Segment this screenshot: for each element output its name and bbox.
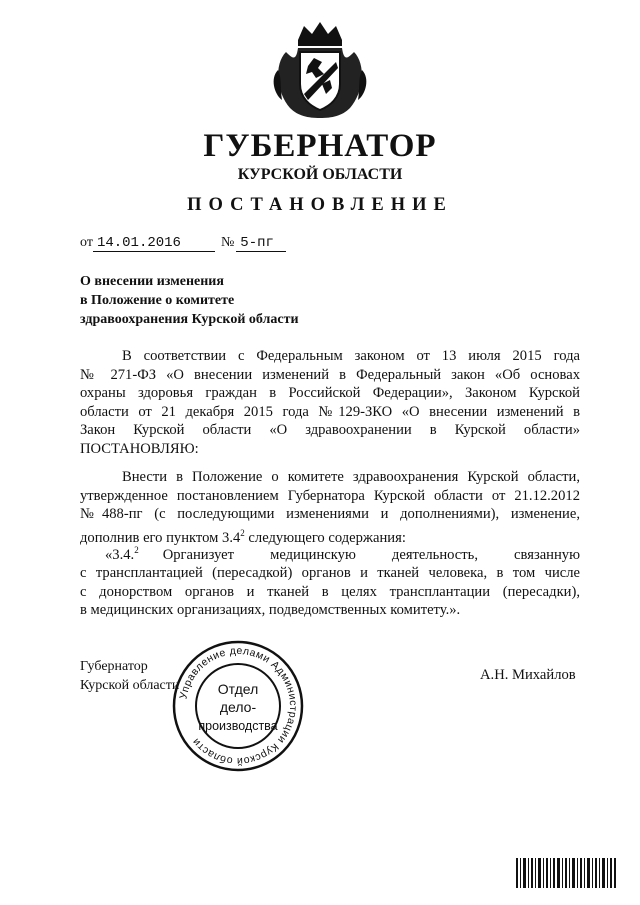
stamp-center-line: дело- <box>219 699 257 715</box>
signer-position-line: Курской области <box>80 678 180 693</box>
subject-line: здравоохранения Курской области <box>80 312 299 327</box>
quote-label: «3.4. <box>105 546 135 563</box>
body-line: Внести в Положение о комитете здравоохранения Курской области, <box>122 469 580 485</box>
preamble-line: В соответствии с Федеральным законом от 13 июля 2015 года <box>122 348 580 364</box>
stamp-center-line: Отдел <box>217 681 259 697</box>
office-stamp <box>168 636 308 776</box>
quote-line: в медицинских организациях, подведомственных комитету.». <box>80 602 461 619</box>
preamble-line: охраны здоровья граждан в Российской Федерации», Законом Курской <box>80 385 580 401</box>
subject-line: в Положение о комитете <box>80 293 235 308</box>
document-number: 5-пг <box>236 236 286 252</box>
body-paragraph <box>80 468 580 547</box>
preamble-line: № 271-ФЗ «О внесении изменений в Федеральный закон «Об основах <box>80 366 580 383</box>
signer-position-line: Губернатор <box>80 659 148 674</box>
signer-position <box>80 657 179 695</box>
date-prefix: от <box>80 235 93 250</box>
barcode-icon <box>516 858 616 888</box>
preamble-line: ПОСТАНОВЛЯЮ: <box>80 440 199 457</box>
quote-label-superscript: 2 <box>134 545 139 555</box>
document-type: ПОСТАНОВЛЕНИЕ <box>187 195 453 215</box>
preamble-line: области от 21 декабря 2015 года №129-ЗКО «О внесении изменений в <box>80 403 580 420</box>
preamble-line: Закон Курской области «О здравоохранении в Курской области» <box>80 422 580 438</box>
issuer-region: КУРСКОЙ ОБЛАСТИ <box>237 166 403 183</box>
preamble-paragraph <box>80 347 580 458</box>
subject-line: О внесении изменения <box>80 274 224 289</box>
document-subject <box>80 272 410 329</box>
signer-name: А.Н. Михайлов <box>480 667 576 683</box>
quote-first-line <box>80 541 580 564</box>
body-line-text: дополнив его пунктом 3.4 <box>80 529 241 546</box>
number-prefix: № <box>220 235 235 250</box>
document-date: 14.01.2016 <box>93 236 215 252</box>
quote-line: с трансплантацией (пересадкой) органов и тканей человека, в том числе <box>80 565 580 582</box>
body-line-text-end: следующего содержания: <box>244 529 406 546</box>
quote-line: с донорством органов и тканей в целях трансплантации (пересадки), <box>80 583 580 600</box>
kursk-coat-of-arms-icon <box>268 18 372 122</box>
registration-line <box>80 235 286 252</box>
amendment-quote <box>80 541 580 620</box>
issuer-title: ГУБЕРНАТОР <box>203 128 437 164</box>
body-line: №488-пг (с последующими изменениями и дополнениями), изменение, <box>80 506 580 522</box>
quote-line: Организует медицинскую деятельность, связанную <box>162 546 580 563</box>
stamp-ring-text: Управление делами Администрации Курской области <box>177 644 300 768</box>
body-line: утвержденное постановлением Губернатора Курской области от 21.12.2012 <box>80 487 580 504</box>
stamp-center-line: производства <box>198 719 278 733</box>
superscript-2: 2 <box>240 527 245 538</box>
